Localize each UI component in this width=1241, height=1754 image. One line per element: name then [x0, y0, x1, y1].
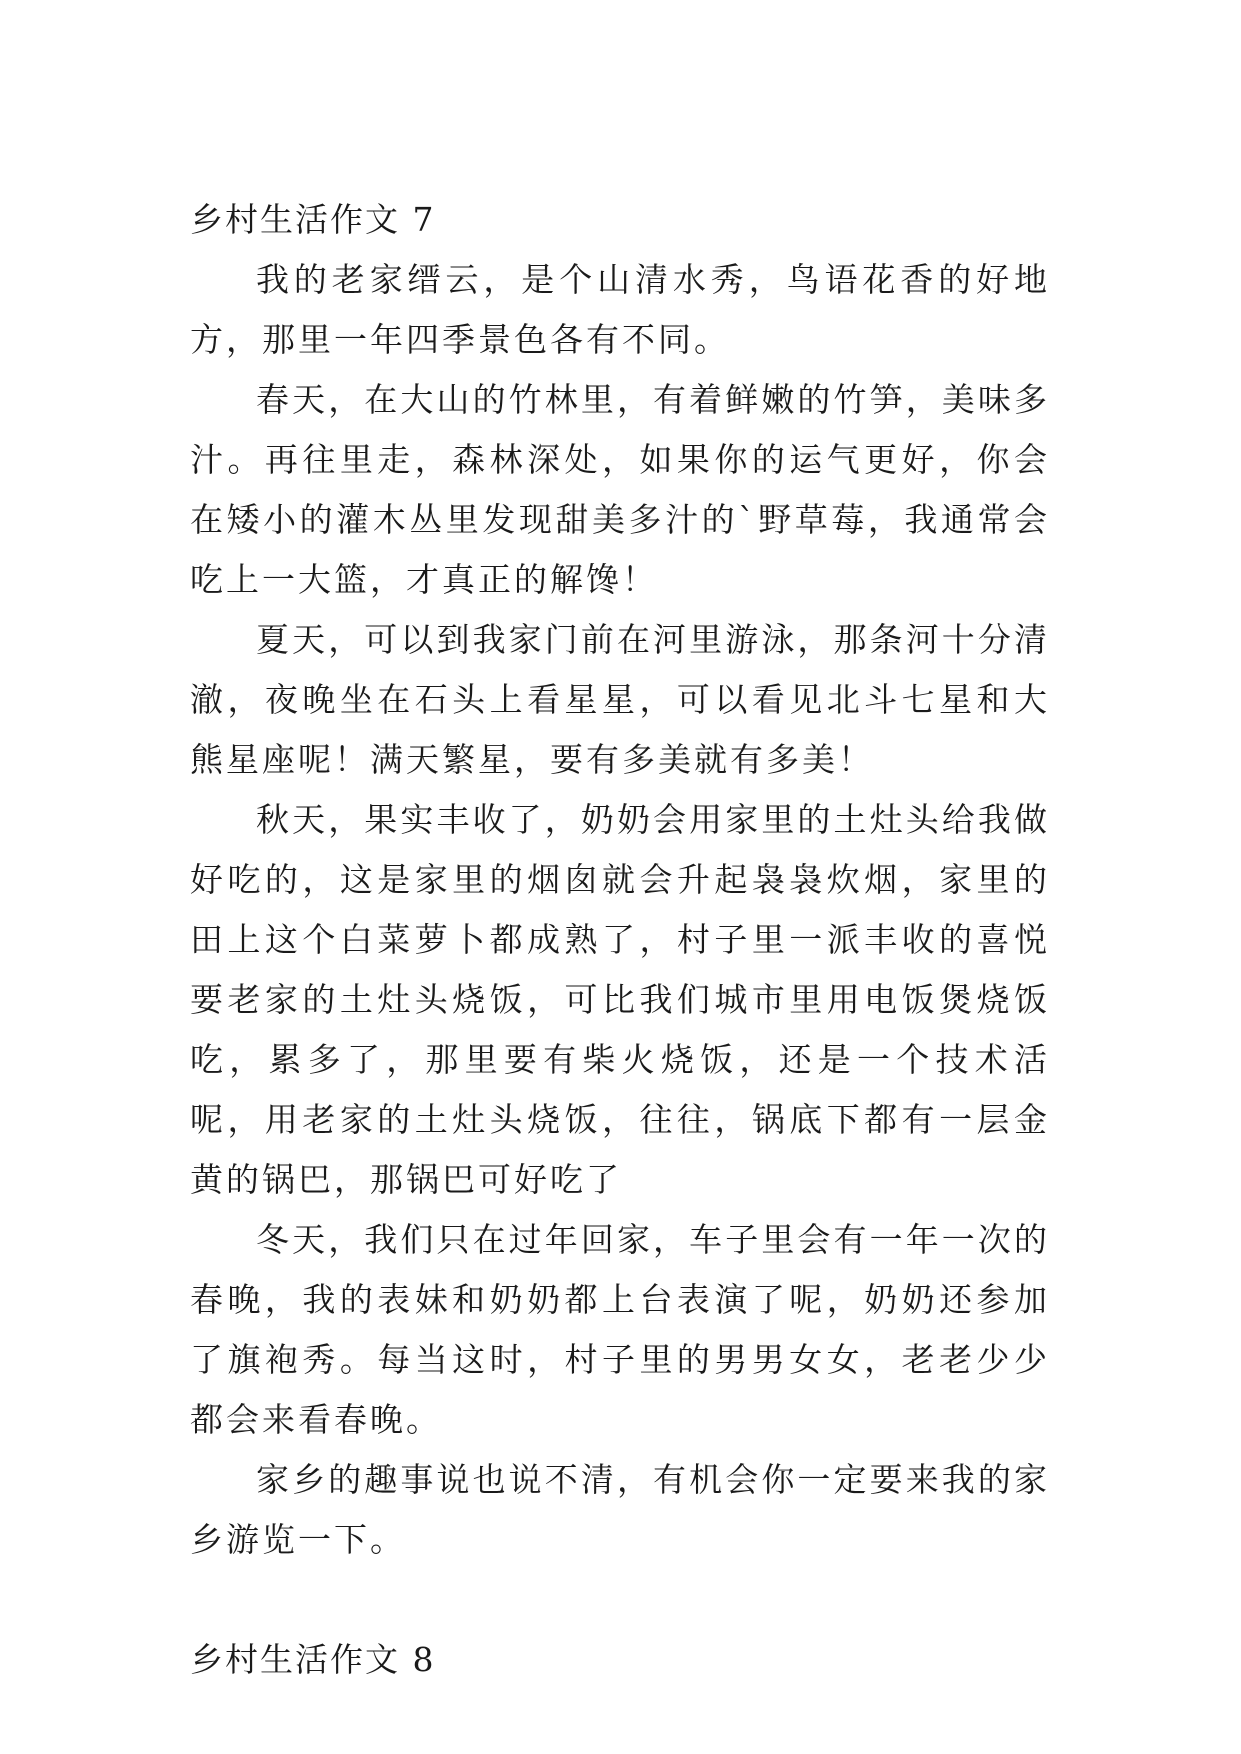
paragraph-summer: 夏天，可以到我家门前在河里游泳，那条河十分清澈，夜晚坐在石头上看星星，可以看见北斗七星和大熊星座呢！满天繁星，要有多美就有多美！ — [190, 620, 1050, 779]
paragraph-spring: 春天，在大山的竹林里，有着鲜嫩的竹笋，美味多汁。再往里走，森林深处，如果你的运气更好，你会在矮小的灌木丛里发现甜美多汁的`野草莓，我通常会吃上一大篮，才真正的解馋！ — [190, 380, 1050, 599]
essay-title-7: 乡村生活作文 7 — [190, 200, 436, 239]
document-body — [190, 190, 1050, 1690]
section-gap — [190, 1570, 1050, 1630]
paragraph-autumn: 秋天，果实丰收了，奶奶会用家里的土灶头给我做好吃的，这是家里的烟囱就会升起袅袅炊烟，家里的田上这个白菜萝卜都成熟了，村子里一派丰收的喜悦要老家的土灶头烧饭，可比我们城市里用电饭煲烧饭吃，累多了，那里要有柴火烧饭，还是一个技术活呢，用老家的土灶头烧饭，往往，锅底下都有一层金黄的锅巴，那锅巴可好吃了 — [190, 800, 1050, 1199]
paragraph-conclusion: 家乡的趣事说也说不清，有机会你一定要来我的家乡游览一下。 — [190, 1460, 1050, 1559]
paragraph-winter: 冬天，我们只在过年回家，车子里会有一年一次的春晚，我的表妹和奶奶都上台表演了呢，奶奶还参加了旗袍秀。每当这时，村子里的男男女女，老老少少都会来看春晚。 — [190, 1220, 1050, 1439]
paragraph-intro: 我的老家缙云，是个山清水秀，鸟语花香的好地方，那里一年四季景色各有不同。 — [190, 260, 1050, 359]
essay-title-8: 乡村生活作文 8 — [190, 1640, 436, 1679]
